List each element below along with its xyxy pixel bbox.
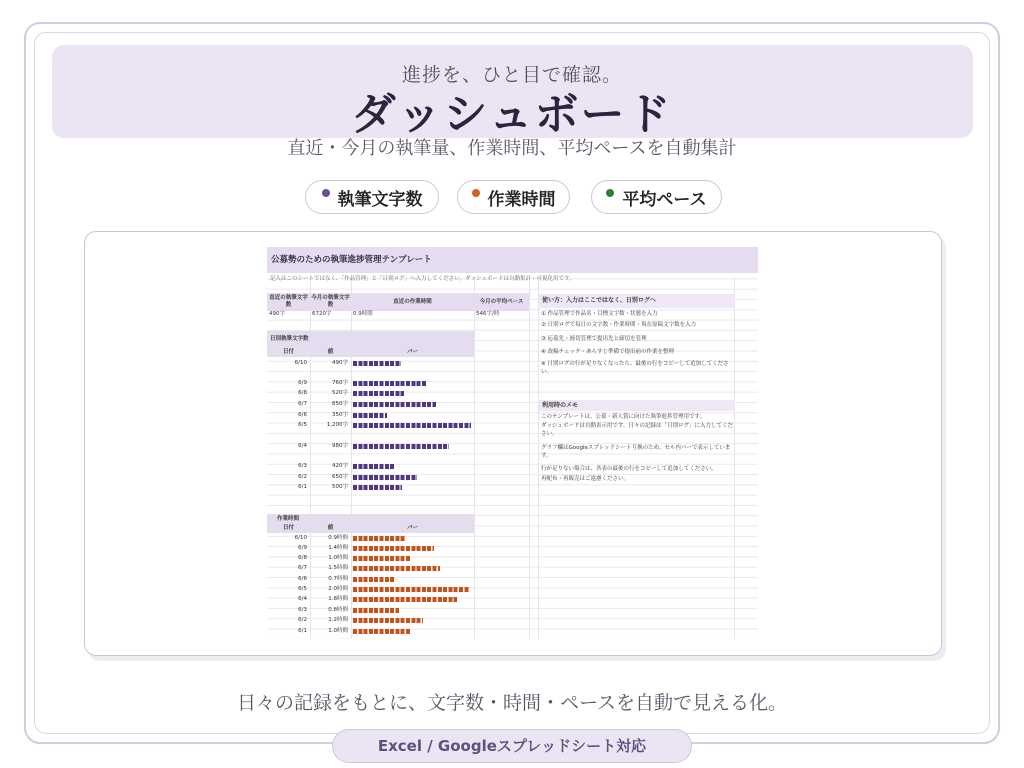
row-bar [353, 629, 411, 634]
memo-title: 利用時のメモ [539, 400, 735, 411]
row-date: 6/1 [298, 484, 307, 490]
row-bar [353, 475, 417, 480]
row-value: 1.8時間 [328, 596, 348, 602]
row-bar [353, 608, 399, 613]
words-section-title: 日別執筆文字数 [267, 331, 310, 347]
row-bar [353, 423, 471, 428]
row-value: 760字 [332, 380, 348, 386]
col-header-bar: バー [351, 347, 474, 357]
row-value: 1,200字 [326, 422, 348, 428]
orange-dot-icon [472, 189, 480, 197]
hours-section-title: 作業時間 [267, 514, 310, 524]
row-value: 650字 [332, 474, 348, 480]
purple-dot-icon [322, 189, 330, 197]
row-value: 0.7時間 [328, 576, 348, 582]
legend-pill-hours [457, 180, 570, 214]
row-value: 1.0時間 [328, 555, 348, 561]
row-date: 6/5 [298, 586, 307, 592]
row-date: 6/4 [298, 596, 307, 602]
row-bar [353, 464, 394, 469]
row-bar [353, 391, 404, 396]
tagline: 進捗を、ひと目で確認。 [401, 64, 622, 86]
compatibility-badge: Excel / Googleスプレッドシート対応 [332, 729, 692, 763]
row-date: 6/3 [298, 463, 307, 469]
sheet-note: 記入はこのシートではなく、「作品管理」と「日別ログ」へ入力してください。ダッシュボードは自動集計・可視化用です。 [270, 276, 575, 282]
memo-item: ダッシュボードは自動表示用です。日々の記録は「日別ログ」に入力してください。 [541, 423, 733, 437]
col-header-date: 日付 [267, 524, 310, 533]
summary-header: 今月の執筆文字数 [310, 293, 351, 311]
row-value: 490字 [332, 360, 348, 366]
pill-label: 作業時間 [487, 189, 556, 210]
row-date: 6/5 [298, 422, 307, 428]
summary-value: 546字/時 [476, 311, 500, 317]
memo-item: 再配布・再販売はご遠慮ください。 [541, 476, 630, 482]
row-value: 1.4時間 [328, 545, 348, 551]
subtitle: 直近・今月の執筆量、作業時間、平均ペースを自動集計 [287, 138, 737, 159]
summary-header: 今月の平均ペース [474, 293, 529, 311]
row-date: 6/9 [298, 545, 307, 551]
row-bar [353, 618, 423, 623]
row-bar [353, 577, 394, 582]
howto-item: ※ 日別ログの行が足りなくなったら、最後の行をコピーして追加してください。 [541, 361, 729, 375]
sheet-title: 公募勢のための執筆進捗管理テンプレート [267, 247, 758, 273]
howto-item: ③ 応募先・締切管理で提出先と締切を管理 [541, 336, 647, 342]
row-value: 1.2時間 [328, 617, 348, 623]
pill-label: 執筆文字数 [337, 189, 423, 210]
howto-item: ② 日別ログで毎日の文字数・作業時間・現在原稿文字数を入力 [541, 322, 697, 328]
row-date: 6/6 [298, 576, 307, 582]
summary-header: 直近の作業時間 [351, 293, 474, 311]
row-bar [353, 402, 436, 407]
footer-caption: 日々の記録をもとに、文字数・時間・ペースを自動で見える化。 [236, 692, 788, 714]
col-header-bar: バー [351, 524, 474, 533]
summary-value: 490字 [269, 311, 285, 317]
spreadsheet-preview [267, 247, 758, 639]
memo-item: 行が足りない場合は、各表の最後の行をコピーして追加してください。 [541, 466, 717, 472]
row-value: 500字 [332, 484, 348, 490]
row-bar [353, 566, 440, 571]
row-bar [353, 587, 469, 592]
row-date: 6/7 [298, 401, 307, 407]
row-date: 6/3 [298, 607, 307, 613]
summary-header: 直近の執筆文字数 [267, 293, 310, 311]
row-date: 6/2 [298, 474, 307, 480]
row-value: 520字 [332, 390, 348, 396]
howto-item: ④ 改稿チェック・あらすじ準備で提出前の作業を整理 [541, 349, 675, 355]
row-value: 0.9時間 [328, 535, 348, 541]
row-date: 6/8 [298, 555, 307, 561]
howto-title: 使い方：入力はここではなく、日別ログへ [539, 294, 735, 308]
memo-item: このテンプレートは、公募・新人賞に向けた執筆進捗管理用です。 [541, 414, 706, 420]
row-bar [353, 485, 402, 490]
row-bar [353, 556, 411, 561]
row-date: 6/4 [298, 443, 307, 449]
row-value: 1.5時間 [328, 565, 348, 571]
row-bar [353, 546, 434, 551]
col-header-value: 値 [310, 347, 351, 357]
row-date: 6/8 [298, 390, 307, 396]
row-bar [353, 597, 457, 602]
row-value: 1.0時間 [328, 628, 348, 634]
row-bar [353, 536, 405, 541]
summary-value: 0.9時間 [353, 311, 373, 317]
howto-item: ① 作品管理で作品名・目標文字数・状態を入力 [541, 311, 658, 317]
row-value: 0.8時間 [328, 607, 348, 613]
row-date: 6/1 [298, 628, 307, 634]
row-date: 6/7 [298, 565, 307, 571]
row-date: 6/6 [298, 412, 307, 418]
row-value: 2.0時間 [328, 586, 348, 592]
row-bar [353, 381, 427, 386]
pill-label: 平均ペース [622, 189, 707, 210]
green-dot-icon [606, 189, 614, 197]
row-value: 350字 [332, 412, 348, 418]
row-bar [353, 361, 401, 366]
row-value: 980字 [332, 443, 348, 449]
row-date: 6/10 [294, 360, 307, 366]
legend-pill-pace [591, 180, 722, 214]
page-title: ダッシュボード [351, 89, 673, 140]
row-date: 6/2 [298, 617, 307, 623]
summary-value: 6720字 [312, 311, 332, 317]
row-value: 420字 [332, 463, 348, 469]
row-date: 6/9 [298, 380, 307, 386]
row-date: 6/10 [294, 535, 307, 541]
memo-item: グラフ欄はGoogleスプレッドシート互換のため、セル内バーで表示しています。 [541, 445, 731, 459]
row-value: 850字 [332, 401, 348, 407]
row-bar [353, 413, 387, 418]
col-header-value: 値 [310, 524, 351, 533]
legend-pill-words [305, 180, 439, 214]
row-bar [353, 444, 449, 449]
col-header-date: 日付 [267, 347, 310, 357]
